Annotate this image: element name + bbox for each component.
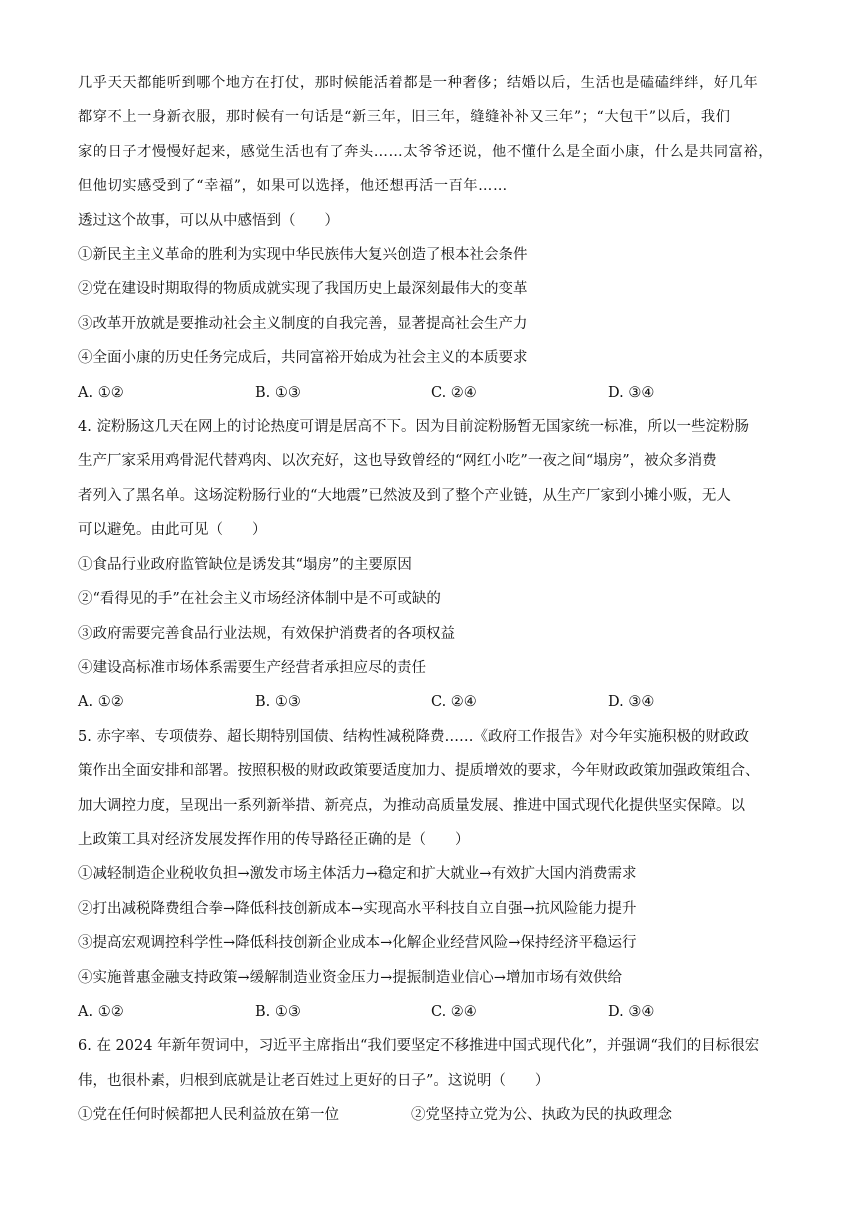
option-c: C. ②④ bbox=[431, 694, 477, 711]
question-stem: 上政策工具对经济发展发挥作用的传导路径正确的是（ ） bbox=[78, 831, 470, 848]
question-3 bbox=[78, 204, 786, 410]
statement-2: ②党在建设时期取得的物质成就实现了我国历史上最深刻最伟大的变革 bbox=[78, 281, 528, 298]
exam-page bbox=[78, 66, 786, 1133]
statement-2: ②打出减税降费组合拳→降低科技创新成本→实现高水平科技自立自强→抗风险能力提升 bbox=[78, 900, 637, 917]
statement-1: ①党在任何时候都把人民利益放在第一位 bbox=[78, 1107, 339, 1124]
question-6 bbox=[78, 1029, 786, 1132]
question-stem: 6. 在 2024 年新年贺词中，习近平主席指出“我们要坚定不移推进中国式现代化”，并强调“我们的目标很宏 bbox=[78, 1038, 760, 1055]
statement-3: ③提高宏观调控科学性→降低科技创新企业成本→化解企业经营风险→保持经济平稳运行 bbox=[78, 935, 637, 952]
option-d: D. ③④ bbox=[608, 1003, 655, 1020]
option-c: C. ②④ bbox=[431, 384, 477, 401]
statement-3: ③政府需要完善食品行业法规，有效保护消费者的各项权益 bbox=[78, 625, 455, 642]
option-b: B. ①③ bbox=[255, 694, 301, 711]
option-a: A. ①② bbox=[78, 694, 124, 711]
story-line: 都穿不上一身新衣服，那时候有一句话是“新三年，旧三年，缝缝补补又三年”；“大包干”以后，我们 bbox=[78, 109, 731, 126]
question-stem: 5. 赤字率、专项债券、超长期特别国债、结构性减税降费……《政府工作报告》对今年实施积极的财政政 bbox=[78, 728, 749, 745]
answer-options bbox=[78, 995, 786, 1029]
option-c: C. ②④ bbox=[431, 1003, 477, 1020]
question-stem: 可以避免。由此可见（ ） bbox=[78, 522, 267, 539]
question-5 bbox=[78, 720, 786, 1030]
story-line: 家的日子才慢慢好起来，感觉生活也有了奔头……太爷爷还说，他不懂什么是全面小康，什么是共同富裕， bbox=[78, 143, 774, 160]
statement-2: ②“看得见的手”在社会主义市场经济体制中是不可或缺的 bbox=[78, 591, 441, 608]
question-stem: 加大调控力度，呈现出一系列新举措、新亮点，为推动高质量发展、推进中国式现代化提供坚实保障。以 bbox=[78, 797, 745, 814]
question-stem: 伟，也很朴素，归根到底就是让老百姓过上更好的日子”。这说明（ ） bbox=[78, 1072, 550, 1089]
option-d: D. ③④ bbox=[608, 384, 655, 401]
question-4 bbox=[78, 410, 786, 720]
answer-options bbox=[78, 376, 786, 410]
answer-options bbox=[78, 685, 786, 719]
statement-1: ①食品行业政府监管缺位是诱发其“塌房”的主要原因 bbox=[78, 556, 412, 573]
question-stem: 者列入了黑名单。这场淀粉肠行业的“大地震”已然波及到了整个产业链，从生产厂家到小摊小贩，无人 bbox=[78, 487, 731, 504]
option-a: A. ①② bbox=[78, 384, 124, 401]
option-d: D. ③④ bbox=[608, 694, 655, 711]
option-b: B. ①③ bbox=[255, 384, 301, 401]
statement-4: ④建设高标准市场体系需要生产经营者承担应尽的责任 bbox=[78, 659, 426, 676]
question-stem: 策作出全面安排和部署。按照积极的财政政策要适度加力、提质增效的要求，今年财政政策加强政策组合、 bbox=[78, 763, 760, 780]
question-stem: 4. 淀粉肠这几天在网上的讨论热度可谓是居高不下。因为目前淀粉肠暂无国家统一标准，所以一些淀粉肠 bbox=[78, 419, 749, 436]
statement-pair bbox=[78, 1098, 786, 1132]
statement-3: ③改革开放就是要推动社会主义制度的自我完善，显著提高社会生产力 bbox=[78, 315, 528, 332]
statement-4: ④实施普惠金融支持政策→缓解制造业资金压力→提振制造业信心→增加市场有效供给 bbox=[78, 969, 622, 986]
option-a: A. ①② bbox=[78, 1003, 124, 1020]
option-b: B. ①③ bbox=[255, 1003, 301, 1020]
story-line: 但他切实感受到了“幸福”，如果可以选择，他还想再活一百年…… bbox=[78, 178, 508, 195]
story-line: 几乎天天都能听到哪个地方在打仗，那时候能活着都是一种奢侈；结婚以后，生活也是磕磕绊绊，好几年 bbox=[78, 75, 759, 91]
question-stem: 透过这个故事，可以从中感悟到（ ） bbox=[78, 212, 339, 229]
statement-4: ④全面小康的历史任务完成后，共同富裕开始成为社会主义的本质要求 bbox=[78, 350, 528, 367]
statement-1: ①新民主主义革命的胜利为实现中华民族伟大复兴创造了根本社会条件 bbox=[78, 247, 528, 264]
story-passage bbox=[78, 66, 786, 204]
statement-1: ①减轻制造企业税收负担→激发市场主体活力→稳定和扩大就业→有效扩大国内消费需求 bbox=[78, 866, 637, 883]
statement-2: ②党坚持立党为公、执政为民的执政理念 bbox=[411, 1107, 672, 1124]
question-stem: 生产厂家采用鸡骨泥代替鸡肉、以次充好，这也导致曾经的“网红小吃”一夜之间“塌房”，被众多消费 bbox=[78, 453, 717, 470]
